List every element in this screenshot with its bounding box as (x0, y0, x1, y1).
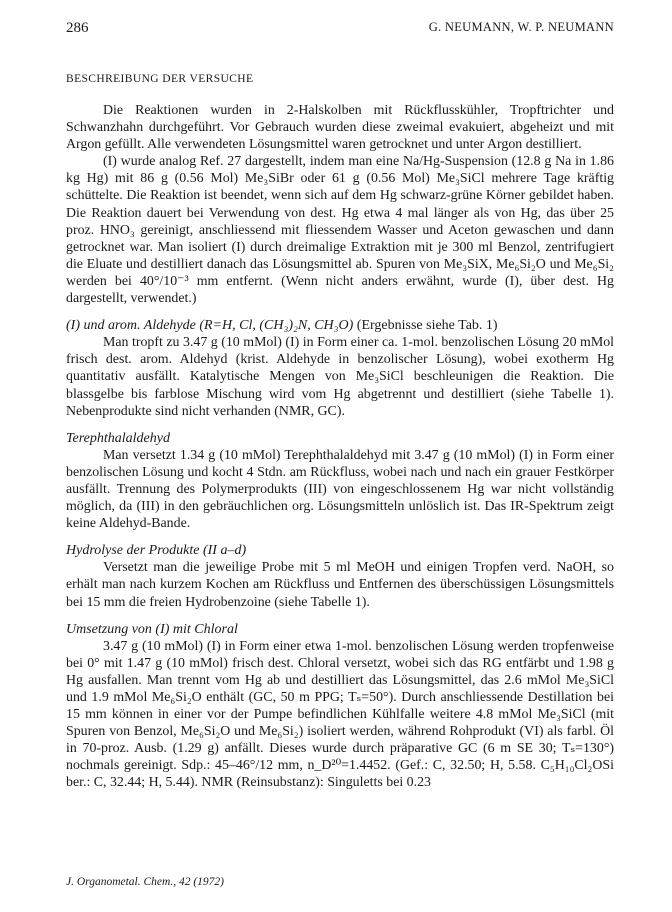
paragraph-aldehydes: Man tropft zu 3.47 g (10 mMol) (I) in Form einer ca. 1-mol. benzolischen Lösung 20 mMol frisch dest. arom. Aldehyd (krist. Aldehyde in benzolischer Lösung), wobei exotherm Hg quantitativ ausfällt. Katalytische Mengen von Me₃SiCl beschleunigen die Reaktion. Die blassgelbe bis farblose Mischung wird vom Hg abgetrennt und destilliert (siehe Tabelle 1). Nebenprodukte sind nicht verhanden (NMR, GC). (66, 335, 614, 419)
section-title: BESCHREIBUNG DER VERSUCHE (66, 73, 254, 85)
paragraph-preparation: (I) wurde analog Ref. 27 dargestellt, indem man eine Na/Hg-Suspension (12.8 g Na in 1.86 kg Hg) mit 86 g (0.56 Mol) Me₃SiBr oder 61 g (0.56 Mol) Me₃SiCl mehrere Tage kräftig schüttelte. Die Reaktion ist beendet, wenn sich auf dem Hg schwarz-grüne Körner gebildet haben. Die Reaktion dauert bei Verwendung von dest. Hg etwa 4 mal länger als von Hg, das über 25 proz. HNO₃ gereinigt, anschliessend mit fliessendem Wasser und Aceton gewaschen und dann getrocknet war. Man isoliert (I) durch dreimalige Extraktion mit je 300 ml Benzol, zentrifugiert die Eluate und destilliert danach das Lösungsmittel ab. Spuren von Me₃SiX, Me₆Si₂O und Me₆Si₂ werden bei 40°/10⁻³ mm entfernt. (Wenn nicht anders erwähnt, wurde (I), über dest. Hg dargestellt, verwendet.) (66, 154, 614, 307)
subheading-aldehydes (66, 317, 614, 334)
subheading-aldehydes-title: (I) und arom. Aldehyde (R=H, Cl, (CH₃)₂N, CH₃O) (66, 318, 354, 334)
subheading-chloral: Umsetzung von (I) mit Chloral (66, 621, 238, 637)
paragraph-chloral: 3.47 g (10 mMol) (I) in Form einer etwa 1-mol. benzolischen Lösung werden tropfenweise bei 0° mit 1.47 g (10 mMol) frisch dest. Chloral versetzt, wobei sich das RG entfärbt und 1.98 g Hg ausfallen. Man trennt vom Hg ab und destilliert das Lösungsmittel, das 2.6 mMol Me₃SiCl und 1.9 mMol Me₆Si₂O enthält (GC, 50 m PPG; Tₛ=50°). Durch anschliessende Destillation bei 15 mm können in einer vor der Pumpe befindlichen Kühlfalle weitere 4.8 mMol Me₃SiCl (mit Spuren von Benzol, Me₆Si₂O und Me₆Si₂) isoliert werden, während Rohprodukt (VI) als farbl. Öl in 70-proz. Ausb. (1.29 g) anfällt. Dieses wurde durch präparative GC (6 m SE 30; Tₛ=130°) nochmals gereinigt. Sdp.: 45–46°/12 mm, n_D²⁰=1.4452. (Gef.: C, 32.50; H, 5.58. C₅H₁₀Cl₂OSi ber.: C, 32.44; H, 5.44). NMR (Reinsubstanz): Singuletts bei 0.23 (66, 638, 614, 791)
subheading-aldehydes-note: (Ergebnisse siehe Tab. 1) (353, 318, 498, 334)
running-header (66, 20, 614, 37)
journal-footer: J. Organometal. Chem., 42 (1972) (66, 876, 224, 888)
paragraph-hydrolyse: Versetzt man die jeweilige Probe mit 5 ml MeOH und einigen Tropfen verd. NaOH, so erhält man nach kurzem Kochen am Rückfluss und Entfernen des überschüssigen Lösungsmittels bei 15 mm die freien Hydrobenzoine (siehe Tabelle 1). (66, 560, 614, 610)
article-body (66, 73, 614, 792)
subheading-hydrolyse: Hydrolyse der Produkte (II a–d) (66, 543, 247, 559)
running-authors: G. NEUMANN, W. P. NEUMANN (428, 20, 614, 34)
paragraph-general: Die Reaktionen wurden in 2-Halskolben mit Rückflusskühler, Tropftrichter und Schwanzhahn durchgeführt. Vor Gebrauch wurden diese zweimal evakuiert, abgeheizt und mit Argon gefüllt. Alle verwendeten Lösungsmittel waren getrocknet und unter Argon destilliert. (66, 103, 614, 153)
subheading-terephthalaldehyd: Terephthalaldehyd (66, 430, 170, 446)
page-number: 286 (66, 20, 89, 36)
paragraph-terephthalaldehyd: Man versetzt 1.34 g (10 mMol) Terephthalaldehyd mit 3.47 g (10 mMol) (I) in Form einer benzolischen Lösung und kocht 4 Stdn. am Rückfluss, wobei nach und nach ein grauer Festkörper ausfällt. Trennung des Polymerprodukts (III) von eingeschlossenem Hg war nicht vollständig möglich, da (III) in den gebräuchlichen org. Lösungsmitteln unlöslich ist. Das IR-Spektrum zeigt keine Aldehyd-Bande. (66, 447, 614, 532)
